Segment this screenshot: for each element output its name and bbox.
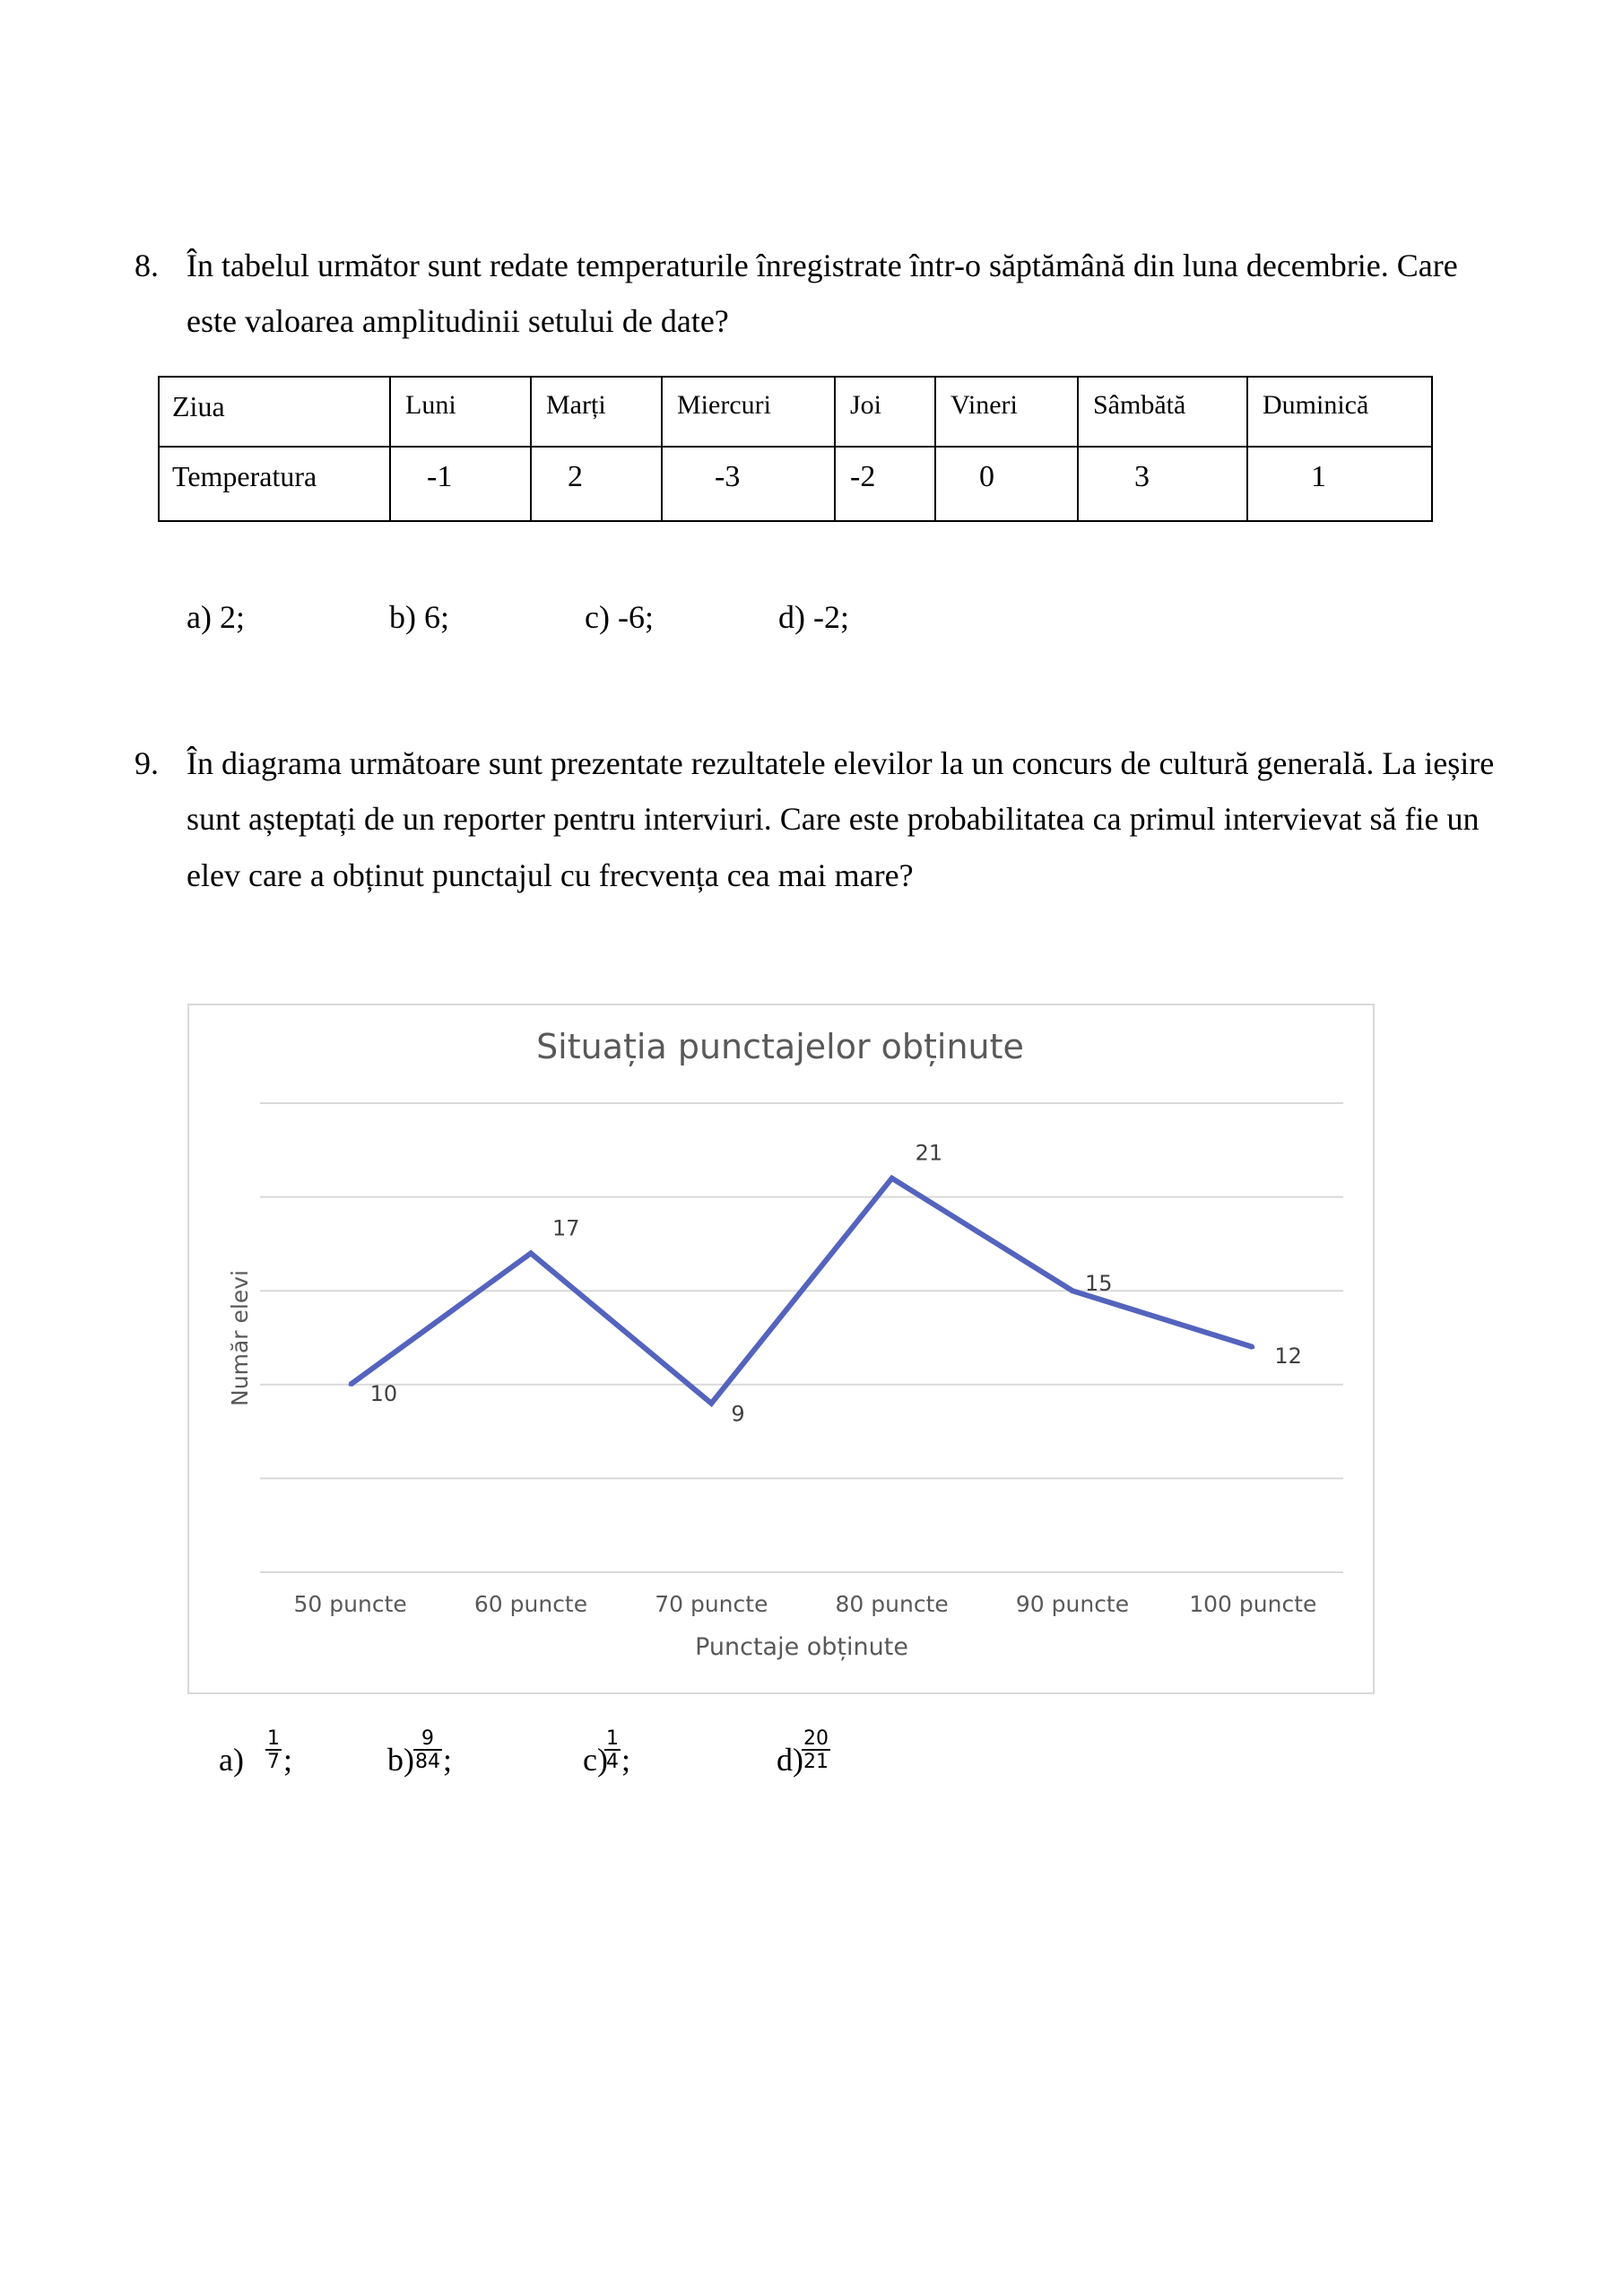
table-day-cell: Joi <box>835 377 935 447</box>
fraction-numerator: 9 <box>421 1727 434 1750</box>
question-8-text-line1: În tabelul următor sunt redate temperaturile înregistrate într-o săptămână din luna decembrie. Care <box>187 248 1458 283</box>
data-point <box>529 1251 533 1255</box>
data-label: 17 <box>552 1215 580 1241</box>
q9-answer-a-sep: ; <box>283 1742 293 1778</box>
table-header-temperature: Temperatura <box>159 447 390 521</box>
table-temperature-cell: -3 <box>662 447 835 521</box>
question-9-text-line3: elev care a obținut punctajul cu frecvența cea mai mare? <box>187 857 914 893</box>
question-9-text-line1: În diagrama următoare sunt prezentate rezultatele elevilor la un concurs de cultură generală. La ieșire <box>187 745 1495 781</box>
table-day-cell: Vineri <box>935 377 1078 447</box>
x-tick-label: 50 puncte <box>293 1591 407 1617</box>
table-day-cell: Sâmbătă <box>1078 377 1247 447</box>
q9-answer-a-label: a) <box>219 1742 244 1778</box>
table-temperature-cell: -1 <box>390 447 531 521</box>
question-9-number: 9. <box>135 745 159 781</box>
data-label: 9 <box>731 1401 745 1427</box>
table-header-day: Ziua <box>159 377 390 447</box>
q9-answer-b-fraction <box>413 1729 442 1772</box>
data-point <box>1251 1345 1254 1349</box>
question-8-number: 8. <box>135 248 159 283</box>
data-label: 10 <box>369 1380 398 1406</box>
data-point <box>890 1177 894 1180</box>
q9-answer-d-label: d) <box>777 1742 803 1778</box>
chart-title: Situația punctajelor obținute <box>536 1027 1024 1066</box>
table-day-cell: Marți <box>531 377 662 447</box>
table-temperature-cell: 2 <box>531 447 662 521</box>
data-point <box>1071 1289 1074 1292</box>
x-axis-label: Punctaje obținute <box>695 1633 908 1661</box>
q9-answer-c-label: c) <box>583 1742 608 1778</box>
q9-answer-b-sep: ; <box>443 1742 453 1778</box>
table-temperature-cell: 3 <box>1078 447 1247 521</box>
fraction-denominator: 7 <box>267 1751 280 1773</box>
q9-answer-d-fraction <box>802 1729 830 1772</box>
x-tick-label: 60 puncte <box>473 1591 588 1617</box>
q9-answer-c-fraction <box>604 1729 621 1772</box>
data-point <box>349 1383 352 1387</box>
table-day-cell: Luni <box>390 377 531 447</box>
q9-answer-a-fraction <box>265 1729 282 1772</box>
data-label: 12 <box>1274 1343 1302 1369</box>
data-point <box>709 1402 713 1405</box>
x-tick-label: 80 puncte <box>835 1591 949 1617</box>
x-tick-label: 70 puncte <box>655 1591 768 1617</box>
data-label: 21 <box>915 1140 943 1166</box>
data-label: 15 <box>1085 1271 1113 1297</box>
x-tick-label: 90 puncte <box>1015 1591 1130 1617</box>
fraction-numerator: 1 <box>267 1727 280 1750</box>
y-axis-label: Număr elevi <box>227 1270 253 1406</box>
x-tick-label: 100 puncte <box>1189 1591 1317 1617</box>
q8-answer-d: d) -2; <box>778 599 849 635</box>
table-day-cell: Miercuri <box>662 377 835 447</box>
fraction-numerator: 1 <box>606 1727 619 1750</box>
fraction-denominator: 4 <box>606 1751 619 1773</box>
q8-answer-b: b) 6; <box>389 599 449 635</box>
question-9-text-line2: sunt așteptați de un reporter pentru interviuri. Care este probabilitatea ca primul intervievat să fie un <box>187 801 1480 837</box>
fraction-numerator: 20 <box>803 1727 829 1750</box>
table-temperature-cell: 1 <box>1247 447 1432 521</box>
table-temperature-cell: 0 <box>935 447 1078 521</box>
table-day-cell: Duminică <box>1247 377 1432 447</box>
q8-answer-c: c) -6; <box>585 599 654 635</box>
q9-answer-c-sep: ; <box>621 1742 631 1778</box>
table-temperature-cell: -2 <box>835 447 935 521</box>
question-8-text-line2: este valoarea amplitudinii setului de date? <box>187 303 729 339</box>
q8-answer-a: a) 2; <box>187 599 245 635</box>
fraction-denominator: 84 <box>415 1751 440 1773</box>
fraction-denominator: 21 <box>803 1751 829 1773</box>
q9-answer-b-label: b) <box>387 1742 414 1778</box>
